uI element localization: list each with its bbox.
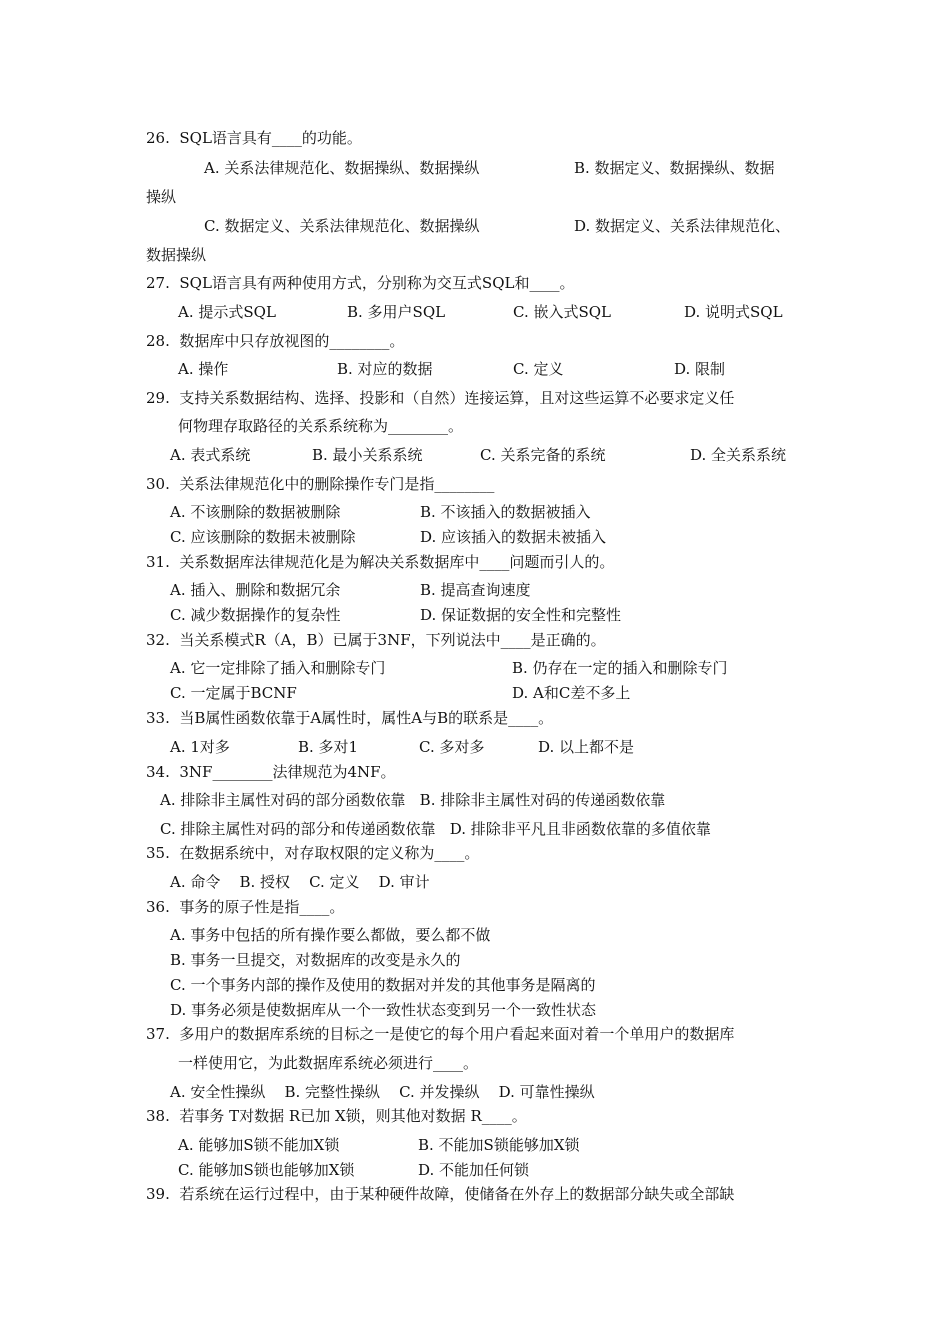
text-line: C. 一个事务内部的操作及使用的数据对并发的其他事务是隔离的 bbox=[170, 976, 596, 994]
text-line: D. 不能加任何锁 bbox=[418, 1161, 530, 1179]
text-line: D. 以上都不是 bbox=[538, 738, 635, 756]
text-line: D. 保证数据的安全性和完整性 bbox=[420, 606, 622, 624]
text-line: 一样使用它，为此数据库系统必须进行____。 bbox=[178, 1054, 479, 1072]
text-line: C. 一定属于BCNF bbox=[170, 684, 297, 702]
text-line: B. 多用户SQL bbox=[347, 303, 446, 321]
text-line: A. 操作 bbox=[178, 360, 229, 378]
text-line: 34. 3NF________法律规范为4NF。 bbox=[146, 763, 396, 781]
text-line: 36. 事务的原子性是指____。 bbox=[146, 898, 345, 916]
text-line: A. 不该删除的数据被删除 bbox=[170, 503, 341, 521]
text-line: C. 多对多 bbox=[419, 738, 485, 756]
text-line: A. 排除非主属性对码的部分函数依靠 B. 排除非主属性对码的传递函数依靠 bbox=[160, 791, 666, 809]
text-line: C. 能够加S锁也能够加X锁 bbox=[178, 1161, 355, 1179]
text-line: D. 限制 bbox=[674, 360, 726, 378]
text-line: 35. 在数据系统中，对存取权限的定义称为____。 bbox=[146, 844, 480, 862]
text-line: A. 它一定排除了插入和删除专门 bbox=[170, 659, 386, 677]
text-line: B. 提高查询速度 bbox=[420, 581, 531, 599]
text-line: B. 数据定义、数据操纵、数据 bbox=[574, 159, 775, 177]
text-line: 33. 当B属性函数依靠于A属性时，属性A与B的联系是____。 bbox=[146, 709, 554, 727]
text-line: A. 表式系统 bbox=[170, 446, 251, 464]
text-line: 何物理存取路径的关系系统称为________。 bbox=[178, 417, 464, 435]
text-line: A. 关系法律规范化、数据操纵、数据操纵 bbox=[204, 159, 480, 177]
text-line: B. 不能加S锁能够加X锁 bbox=[418, 1136, 580, 1154]
text-line: A. 安全性操纵 B. 完整性操纵 C. 并发操纵 D. 可靠性操纵 bbox=[170, 1083, 595, 1101]
text-line: 27. SQL语言具有两种使用方式，分别称为交互式SQL和____。 bbox=[146, 274, 575, 292]
text-line: D. 数据定义、关系法律规范化、 bbox=[574, 217, 791, 235]
text-line: D. 应该插入的数据未被插入 bbox=[420, 528, 607, 546]
text-line: A. 能够加S锁不能加X锁 bbox=[178, 1136, 340, 1154]
text-line: 31. 关系数据库法律规范化是为解决关系数据库中____问题而引人的。 bbox=[146, 553, 615, 571]
text-line: 37. 多用户的数据库系统的目标之一是使它的每个用户看起来面对着一个单用户的数据库 bbox=[146, 1025, 735, 1043]
text-line: 39. 若系统在运行过程中，由于某种硬件故障，使储备在外存上的数据部分缺失或全部缺 bbox=[146, 1185, 735, 1203]
text-line: C. 数据定义、关系法律规范化、数据操纵 bbox=[204, 217, 480, 235]
text-line: 29. 支持关系数据结构、选择、投影和（自然）连接运算，且对这些运算不必要求定义任 bbox=[146, 389, 735, 407]
text-line: 30. 关系法律规范化中的删除操作专门是指________ bbox=[146, 475, 495, 493]
text-line: A. 命令 B. 授权 C. 定义 D. 审计 bbox=[170, 873, 430, 891]
text-line: 数据操纵 bbox=[146, 246, 207, 264]
text-line: A. 1对多 bbox=[170, 738, 230, 756]
text-line: B. 不该插入的数据被插入 bbox=[420, 503, 591, 521]
text-line: B. 仍存在一定的插入和删除专门 bbox=[512, 659, 728, 677]
text-line: D. 说明式SQL bbox=[684, 303, 783, 321]
text-line: C. 减少数据操作的复杂性 bbox=[170, 606, 341, 624]
text-line: A. 插入、删除和数据冗余 bbox=[170, 581, 341, 599]
text-line: C. 嵌入式SQL bbox=[513, 303, 612, 321]
text-line: 操纵 bbox=[146, 188, 177, 206]
text-line: B. 事务一旦提交，对数据库的改变是永久的 bbox=[170, 951, 461, 969]
text-line: B. 对应的数据 bbox=[337, 360, 433, 378]
text-line: C. 关系完备的系统 bbox=[480, 446, 606, 464]
text-line: C. 应该删除的数据未被删除 bbox=[170, 528, 356, 546]
text-line: C. 定义 bbox=[513, 360, 564, 378]
text-line: A. 事务中包括的所有操作要么都做，要么都不做 bbox=[170, 926, 491, 944]
text-line: D. 全关系系统 bbox=[690, 446, 787, 464]
text-line: D. 事务必须是使数据库从一个一致性状态变到另一个一致性状态 bbox=[170, 1001, 597, 1019]
text-line: D. A和C差不多上 bbox=[512, 684, 631, 702]
text-line: 38. 若事务 T对数据 R已加 X锁，则其他对数据 R____。 bbox=[146, 1107, 527, 1125]
text-line: C. 排除主属性对码的部分和传递函数依靠 D. 排除非平凡且非函数依靠的多值依靠 bbox=[160, 820, 711, 838]
text-line: 26. SQL语言具有____的功能。 bbox=[146, 129, 362, 147]
text-line: A. 提示式SQL bbox=[178, 303, 276, 321]
text-line: 32. 当关系模式R（A，B）已属于3NF，下列说法中____是正确的。 bbox=[146, 631, 606, 649]
text-line: 28. 数据库中只存放视图的________。 bbox=[146, 332, 405, 350]
text-line: B. 最小关系系统 bbox=[312, 446, 423, 464]
text-line: B. 多对1 bbox=[298, 738, 359, 756]
